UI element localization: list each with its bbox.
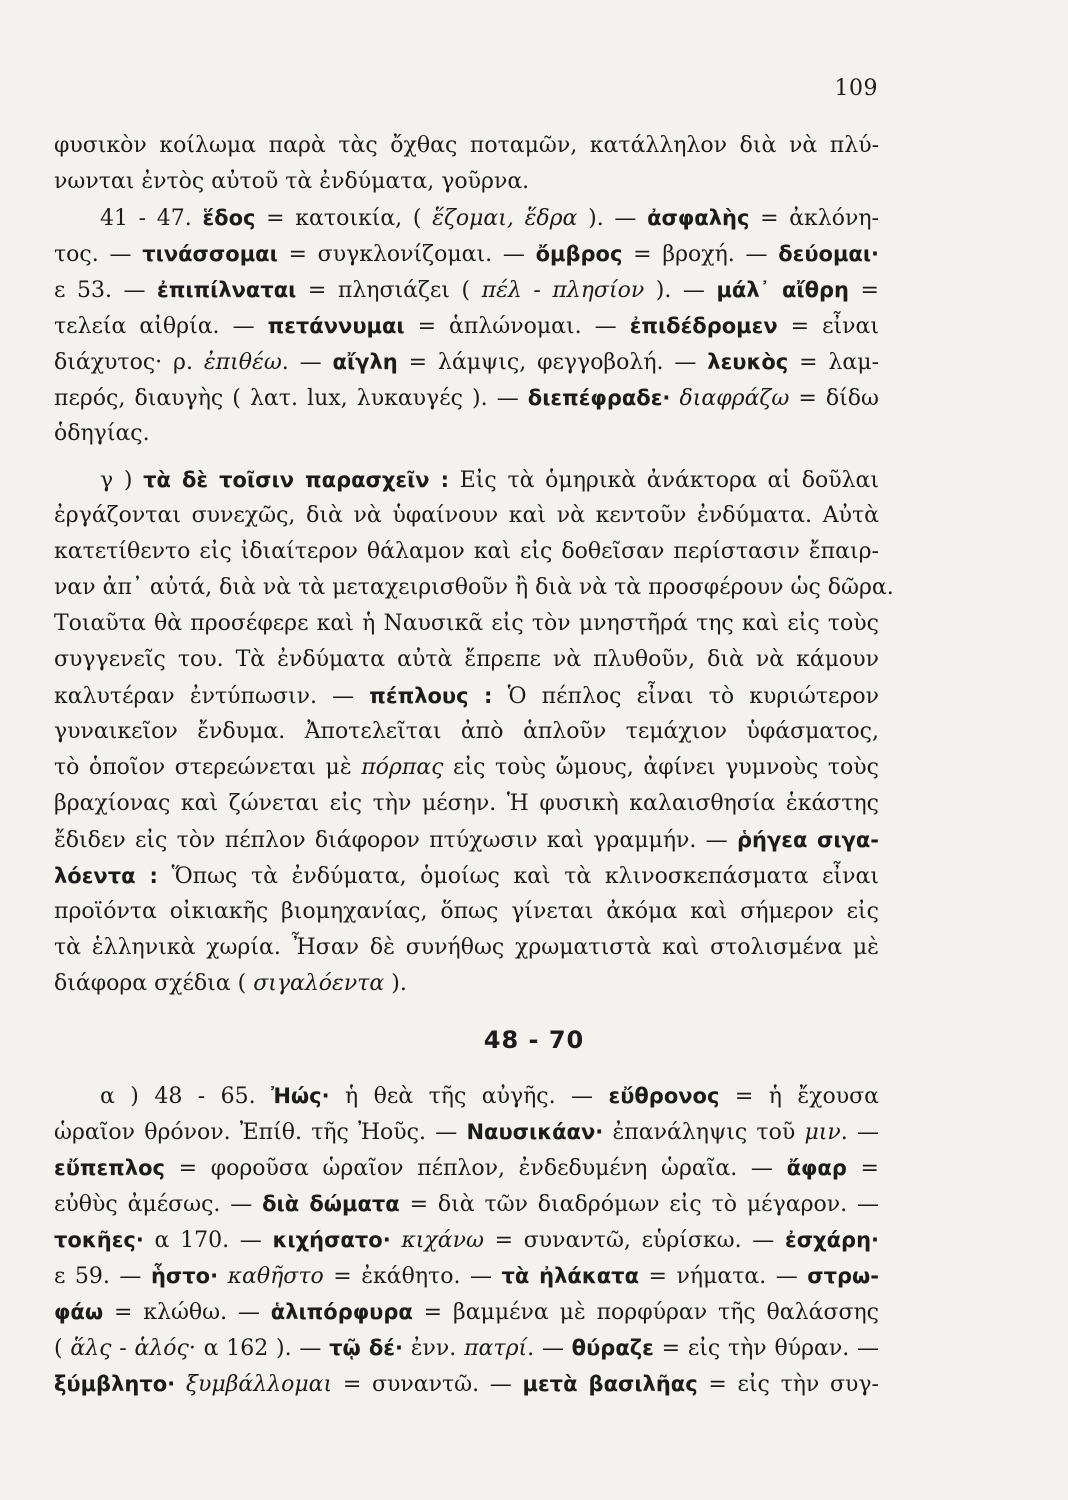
lemma-term: τὰ δὲ τοῖσιν παρασχεῖν : — [143, 468, 450, 492]
lemma-term: ἁλιπόρφυρα — [270, 1300, 413, 1324]
text-run: = νήματα. — — [639, 1264, 808, 1289]
lemma-term: ξύμβλητο· — [54, 1372, 176, 1396]
italic-term: καθῆστο — [227, 1264, 324, 1289]
lemma-term: λόεντα : — [54, 864, 158, 888]
text-run: = διὰ τῶν διαδρόμων εἰς τὸ μέγαρον. — — [399, 1192, 879, 1217]
text-line — [54, 896, 879, 928]
lemma-term: τῷ δέ· — [329, 1336, 403, 1360]
italic-term: πέλ - πλησίον — [481, 278, 645, 303]
text-run — [670, 386, 679, 411]
text-run: νωνται ἐντὸς αὐτοῦ τὰ ἐνδύματα, γοῦρνα. — [54, 169, 530, 194]
italic-term: πόρπας — [361, 755, 444, 780]
text-line — [54, 932, 879, 964]
text-run: α 170. — — [143, 1228, 273, 1253]
text-run: ἔδιδεν εἰς τὸν πέπλον διάφορον πτύχωσιν καὶ γραμμήν. — — [54, 828, 737, 853]
lemma-term: μετὰ βασιλῆας — [522, 1372, 698, 1396]
text-run — [218, 1264, 228, 1289]
text-run: = βαμμένα μὲ πορφύραν τῆς θαλάσσης — [412, 1300, 879, 1325]
text-run: ). — — [644, 278, 717, 303]
lemma-term: διὰ δώματα — [262, 1192, 400, 1216]
text-run: τελεία αἰθρία. — — [54, 314, 268, 339]
text-line — [54, 752, 879, 784]
text-line — [54, 1260, 879, 1293]
text-run: εὐθὺς ἀμέσως. — — [54, 1192, 263, 1217]
text-run: = — [849, 278, 879, 303]
text-line — [54, 500, 879, 532]
text-run: = ἁπλώνομαι. — — [404, 314, 630, 339]
text-run: . — — [527, 1336, 572, 1361]
text-run: ἐνν. — [402, 1336, 465, 1361]
text-run: περός, διαυγὴς ( λατ. lux, λυκαυγές ). — — [54, 386, 528, 411]
lemma-term: θύραζε — [571, 1336, 654, 1360]
text-run — [391, 1228, 402, 1253]
lemma-term: στρω- — [807, 1264, 880, 1288]
text-run: = ἀκλόνη- — [749, 206, 879, 231]
text-run: ὁδηγίας. — [54, 421, 150, 446]
lemma-term: ἐσχάρη· — [785, 1228, 879, 1252]
text-run: ὡραῖον θρόνον. Ἐπίθ. τῆς Ἠοῦς. — — [54, 1120, 467, 1145]
italic-term: πατρί — [464, 1336, 528, 1361]
text-run: ). — [384, 971, 407, 996]
text-run: = κλώθω. — — [103, 1300, 271, 1325]
text-run: = εἶναι — [777, 314, 879, 339]
text-line — [54, 1296, 879, 1329]
text-line — [54, 1152, 879, 1185]
text-run: Ὁ πέπλος εἶναι τὸ κυριώτερον — [492, 684, 879, 709]
text-run: = εἰς τὴν θύραν. — — [653, 1336, 879, 1361]
lemma-term: πετάννυμαι — [267, 314, 405, 338]
text-run: διάφορα σχέδια ( — [54, 971, 254, 996]
text-run: τὰ ἑλληνικὰ χωρία. Ἦσαν δὲ συνήθως χρωματιστὰ καὶ στολισμένα μὲ — [54, 935, 879, 960]
text-line — [54, 310, 879, 343]
italic-term: διαφράζω — [679, 386, 790, 411]
text-run: γυναικεῖον ἔνδυμα. Ἀποτελεῖται ἀπὸ ἁπλοῦν τεμάχιον ὑφάσματος, — [54, 719, 879, 744]
text-line — [100, 464, 879, 497]
text-run: Εἰς τὰ ὁμηρικὰ ἀνάκτορα αἱ δοῦλαι — [449, 468, 880, 493]
lemma-term: δεύομαι· — [778, 242, 880, 266]
lemma-term: εὔπεπλος — [54, 1156, 165, 1180]
text-run: καλυτέραν ἐντύπωσιν. — — [54, 684, 370, 709]
lemma-term: λευκὸς — [707, 350, 789, 374]
italic-term: κιχάνω — [401, 1228, 484, 1253]
lemma-term: ἐπιδέδρομεν — [629, 314, 778, 338]
text-run: Τοιαῦτα θὰ προσέφερε καὶ ἡ Ναυσικᾶ εἰς τὸν μνηστῆρά της καὶ εἰς τοὺς — [54, 611, 879, 636]
lemma-term: ὄμβρος — [535, 242, 623, 266]
text-line — [54, 968, 879, 1000]
text-run: = κατοικία, ( — [255, 206, 433, 231]
text-line — [54, 418, 879, 450]
text-line — [100, 202, 879, 235]
lemma-term: διεπέφραδε· — [527, 386, 671, 410]
lemma-term: φάω — [54, 1300, 104, 1324]
lemma-term: ἀσφαλὴς — [647, 206, 750, 230]
italic-term: μιν — [804, 1120, 841, 1145]
lemma-term: ἕδος — [202, 206, 256, 230]
lemma-term: ἧστο· — [150, 1264, 219, 1288]
text-run: τὸ ὁποῖον στερεώνεται μὲ — [54, 755, 362, 780]
text-line — [54, 166, 879, 198]
text-line — [54, 1188, 879, 1221]
italic-term: ἅλς - ἁλός· — [70, 1336, 196, 1361]
text-run: = ἐκάθητο. — — [323, 1264, 502, 1289]
lemma-term: τὰ ἠλάκατα — [501, 1264, 640, 1288]
lemma-term: ῥήγεα σιγα- — [736, 828, 879, 852]
lemma-term: Ναυσικάαν· — [466, 1120, 604, 1144]
text-line — [54, 382, 879, 415]
text-run: = συγκλονίζομαι. — — [277, 242, 536, 267]
text-run: = λάμψις, φεγγοβολή. — — [397, 350, 708, 375]
text-run: = φοροῦσα ὡραῖον πέπλον, ἐνδεδυμένη ὡραῖα. — — [164, 1156, 787, 1181]
text-run: κατετίθεντο εἰς ἰδιαίτερον θάλαμον καὶ εἰς δοθεῖσαν περίστασιν ἔπαιρ- — [54, 539, 879, 564]
lemma-term: εὔθρονος — [608, 1084, 720, 1108]
text-run: ναν ἀπ᾽ αὐτά, διὰ νὰ τὰ μεταχειρισθοῦν ἢ διὰ νὰ τὰ προσφέρουν ὡς δῶρα. — [54, 575, 894, 600]
text-run: γ ) — [100, 468, 144, 493]
text-run: βραχίονας καὶ ζώνεται εἰς τὴν μέσην. Ἡ φυσικὴ καλαισθησία ἑκάστης — [54, 791, 879, 816]
text-run: εἰς τοὺς ὤμους, ἀφίνει γυμνοὺς τοὺς — [443, 755, 879, 780]
text-run: 41 - 47. — [100, 206, 203, 231]
text-line — [100, 1080, 879, 1113]
italic-term: ξυμβάλλομαι — [185, 1372, 333, 1397]
section-heading: 48 - 70 — [483, 1026, 585, 1054]
text-line — [54, 1224, 879, 1257]
text-line — [54, 572, 894, 604]
text-run: = συναντῶ, εὑρίσκω. — — [483, 1228, 786, 1253]
text-line — [54, 788, 879, 820]
page-number: 109 — [834, 76, 878, 101]
text-line — [54, 824, 879, 857]
text-line — [54, 130, 879, 162]
text-run: α ) 48 - 65. — [100, 1084, 272, 1109]
text-run: τος. — — [54, 242, 143, 267]
text-run: προϊόντα οἰκιακῆς βιομηχανίας, ὅπως γίνεται ἀκόμα καὶ σήμερον εἰς — [54, 899, 879, 924]
lemma-term: τοκῆες· — [54, 1228, 144, 1252]
lemma-term: πέπλους : — [369, 684, 493, 708]
lemma-term: αἴγλη — [332, 350, 398, 374]
text-run: ἐπανάληψις τοῦ — [603, 1120, 805, 1145]
text-run: Ὅπως τὰ ἐνδύματα, ὁμοίως καὶ τὰ κλινοσκεπάσματα εἶναι — [157, 864, 879, 889]
text-line — [54, 608, 879, 640]
text-line — [54, 680, 879, 713]
lemma-term: κιχήσατο· — [272, 1228, 391, 1252]
text-line — [54, 346, 879, 379]
text-run: = λαμ- — [788, 350, 880, 375]
text-run: = συναντῶ. — — [332, 1372, 523, 1397]
text-run: ε 53. — — [54, 278, 158, 303]
text-run: ἐργάζονται συνεχῶς, διὰ νὰ ὑφαίνουν καὶ νὰ κεντοῦν ἐνδύματα. Αὐτὰ — [54, 503, 879, 528]
text-run: = ἡ ἔχουσα — [719, 1084, 880, 1109]
lemma-term: ἄφαρ — [786, 1156, 847, 1180]
lemma-term: Ἠώς· — [271, 1084, 330, 1108]
text-line — [54, 1368, 879, 1401]
italic-term: σιγαλόεντα — [253, 971, 385, 996]
text-line — [54, 238, 879, 271]
text-run: ε 59. — — [54, 1264, 151, 1289]
text-line — [54, 274, 879, 307]
text-run: α 162 ). — — [195, 1336, 330, 1361]
text-run: . — — [281, 350, 333, 375]
text-run: ). — — [577, 206, 648, 231]
text-run: = βροχή. — — [622, 242, 779, 267]
text-line — [54, 644, 879, 676]
lemma-term: μάλ᾽ αἴθρη — [716, 278, 849, 302]
lemma-term: τινάσσομαι — [142, 242, 278, 266]
text-run: ἡ θεὰ τῆς αὐγῆς. — — [329, 1084, 609, 1109]
text-line — [54, 1332, 879, 1365]
italic-term: ἕζομαι, ἕδρα — [432, 206, 578, 231]
text-line — [54, 860, 879, 893]
italic-term: ἐπιθέω — [203, 350, 282, 375]
text-run: = δίδω — [789, 386, 879, 411]
text-run: = πλησιάζει ( — [296, 278, 482, 303]
text-line — [54, 1116, 879, 1149]
text-run: φυσικὸν κοίλωμα παρὰ τὰς ὄχθας ποταμῶν, κατάλληλον διὰ νὰ πλύ- — [54, 133, 879, 158]
text-run — [175, 1372, 186, 1397]
text-run: = — [846, 1156, 879, 1181]
text-line — [54, 716, 879, 748]
lemma-term: ἐπιπίλναται — [157, 278, 297, 302]
text-run: ( — [54, 1336, 71, 1361]
text-run: = εἰς τὴν συγ- — [697, 1372, 879, 1397]
text-run: διάχυτος· ρ. — [54, 350, 204, 375]
text-run: συγγενεῖς του. Τὰ ἐνδύματα αὐτὰ ἔπρεπε νὰ πλυθοῦν, διὰ νὰ κάμουν — [54, 647, 879, 672]
text-line — [54, 536, 879, 568]
text-run: . — — [840, 1120, 879, 1145]
